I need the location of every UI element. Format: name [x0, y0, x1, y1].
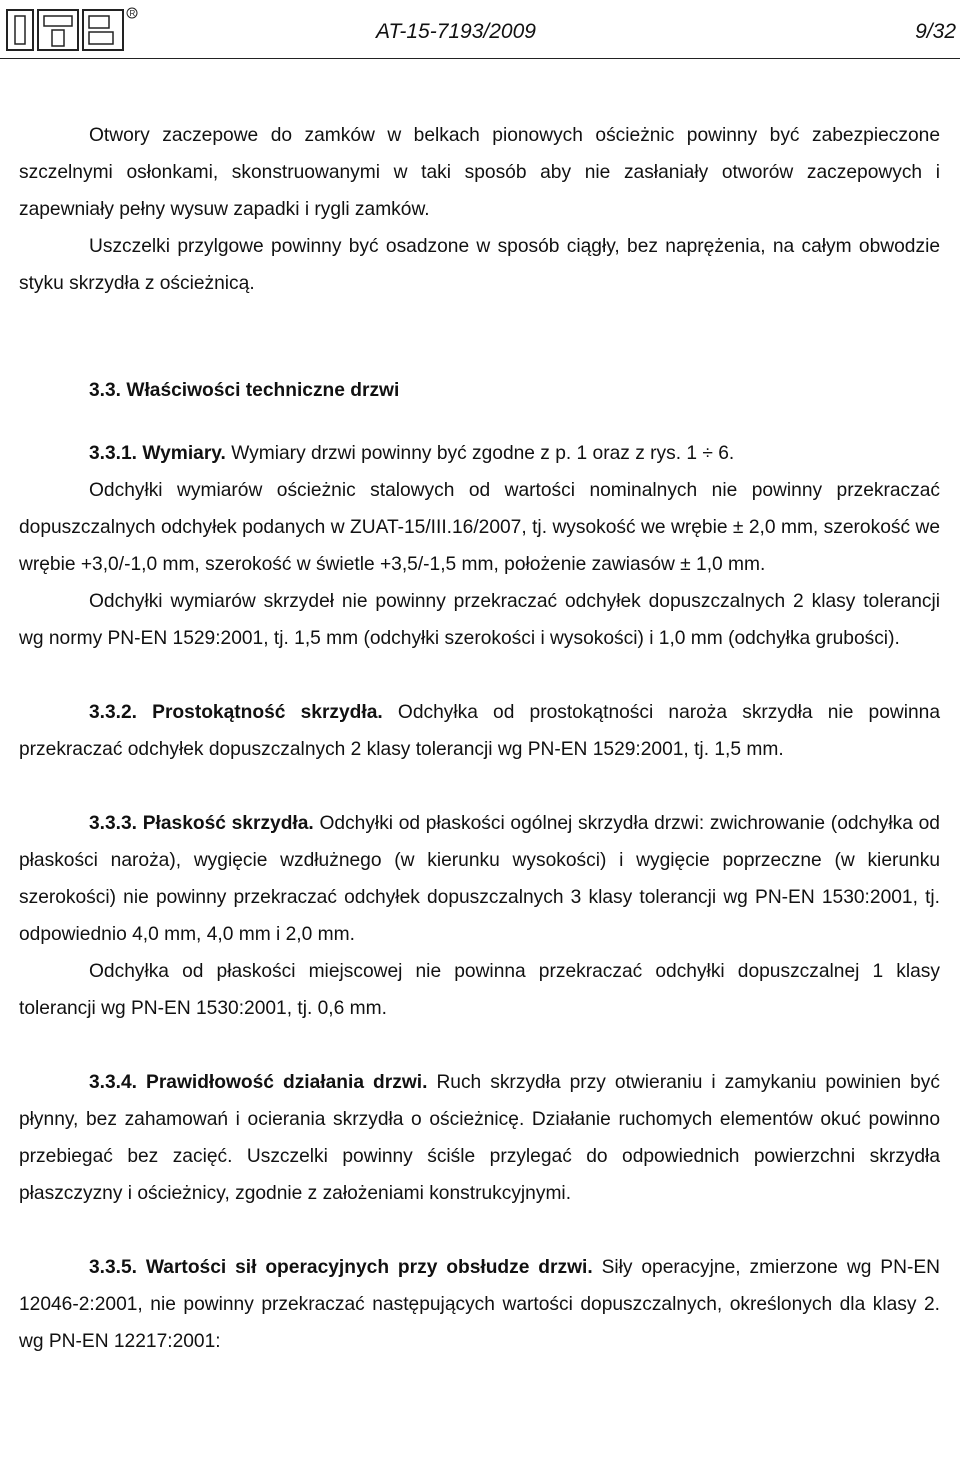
paragraph-3-3-3 — [19, 805, 940, 953]
paragraph-3-3-3-local-flatness: Odchyłka od płaskości miejscowej nie powinna przekraczać odchyłki dopuszczalnej 1 klasy tolerancji wg PN-EN 1530:2001, tj. 0,6 mm. — [19, 961, 940, 1019]
paragraph-3-3-2 — [19, 694, 940, 768]
svg-text:R: R — [129, 9, 136, 18]
text-3-3-3-a: Odchyłki od płaskości ogólnej skrzydła drzwi: zwichrowanie (odchyłka od płaskości naroża), wygięcie wzdłużnego (w kierunku wysokości) i wygięcie poprzeczne (w kierunku szerokości) nie powinny przekraczać odchyłek dopuszczalnych 3 klasy tolerancji wg PN-EN 1530:2001, tj. odpowiednio 4,0 mm, 4,0 mm i 2,0 mm. — [19, 813, 940, 945]
text-3-3-2: Odchyłka od prostokątności naroża skrzydła nie powinna przekraczać odchyłek dopuszczalnych 2 klasy tolerancji wg PN-EN 1529:2001, tj. 1,5 mm. — [19, 702, 940, 760]
text-3-3-1-a: Wymiary drzwi powinny być zgodne z p. 1 oraz z rys. 1 ÷ 6. — [225, 443, 735, 464]
document-id: AT-15-7193/2009 — [376, 20, 536, 43]
itb-logo-icon — [6, 4, 138, 54]
text-3-3-5: Siły operacyjne, zmierzone wg PN-EN 12046-2:2001, nie powinny przekraczać następujących wartości dopuszczalnych, określonych dla klasy 2. wg PN-EN 12217:2001: — [19, 1257, 940, 1352]
paragraph-3-3-5 — [19, 1249, 940, 1360]
paragraph-door-strike-covers: Otwory zaczepowe do zamków w belkach pionowych ościeżnic powinny być zabezpieczone szczelnymi osłonkami, skonstruowanymi w taki sposób aby nie zasłaniały otworów zaczepowych i zapewniały pełny wysuw zapadki i rygli zamków. — [19, 125, 940, 220]
heading-3-3-5: 3.3.5. Wartości sił operacyjnych przy obsłudze drzwi. — [89, 1257, 593, 1278]
text-3-3-4: Ruch skrzydła przy otwieraniu i zamykaniu powinien być płynny, bez zahamowań i ocierania skrzydła o ościeżnicę. Działanie ruchomych elementów okuć powinno przebiegać bez zacięć. Uszczelki powinny ściśle przylegać do odpowiednich powierzchni skrzydła płaszczyzny i ościeżnicy, zgodnie z założeniami konstrukcyjnymi. — [19, 1072, 940, 1204]
header-divider — [0, 58, 960, 59]
heading-3-3-4: 3.3.4. Prawidłowość działania drzwi. — [89, 1072, 428, 1093]
paragraph-3-3-1-leaf-tolerances: Odchyłki wymiarów skrzydeł nie powinny przekraczać odchyłek dopuszczalnych 2 klasy tolerancji wg normy PN-EN 1529:2001, tj. 1,5 mm (odchyłki szerokości i wysokości) i 1,0 mm (odchyłka grubości). — [19, 591, 940, 649]
page-header — [0, 0, 960, 62]
paragraph-3-3-1 — [19, 435, 940, 472]
page-number: 9/32 — [915, 20, 956, 43]
heading-3-3-2: 3.3.2. Prostokątność skrzydła. — [89, 702, 383, 723]
section-heading-3-3: 3.3. Właściwości techniczne drzwi — [89, 380, 400, 401]
heading-3-3-1: 3.3.1. Wymiary. — [89, 443, 226, 464]
paragraph-3-3-4 — [19, 1064, 940, 1212]
paragraph-3-3-1-frame-tolerances: Odchyłki wymiarów ościeżnic stalowych od wartości nominalnych nie powinny przekraczać dopuszczalnych odchyłek podanych w ZUAT-15/III.16/2007, tj. wysokość we wrębie ± 2,0 mm, szerokość we wrębie +3,0/-1,0 mm, szerokość w świetle +3,5/-1,5 mm, położenie zawiasów ± 1,0 mm. — [19, 480, 940, 575]
heading-3-3-3: 3.3.3. Płaskość skrzydła. — [89, 813, 314, 834]
document-body — [19, 117, 940, 1360]
paragraph-seals: Uszczelki przylgowe powinny być osadzone w sposób ciągły, bez naprężenia, na całym obwodzie styku skrzydła z ościeżnicą. — [19, 236, 940, 294]
